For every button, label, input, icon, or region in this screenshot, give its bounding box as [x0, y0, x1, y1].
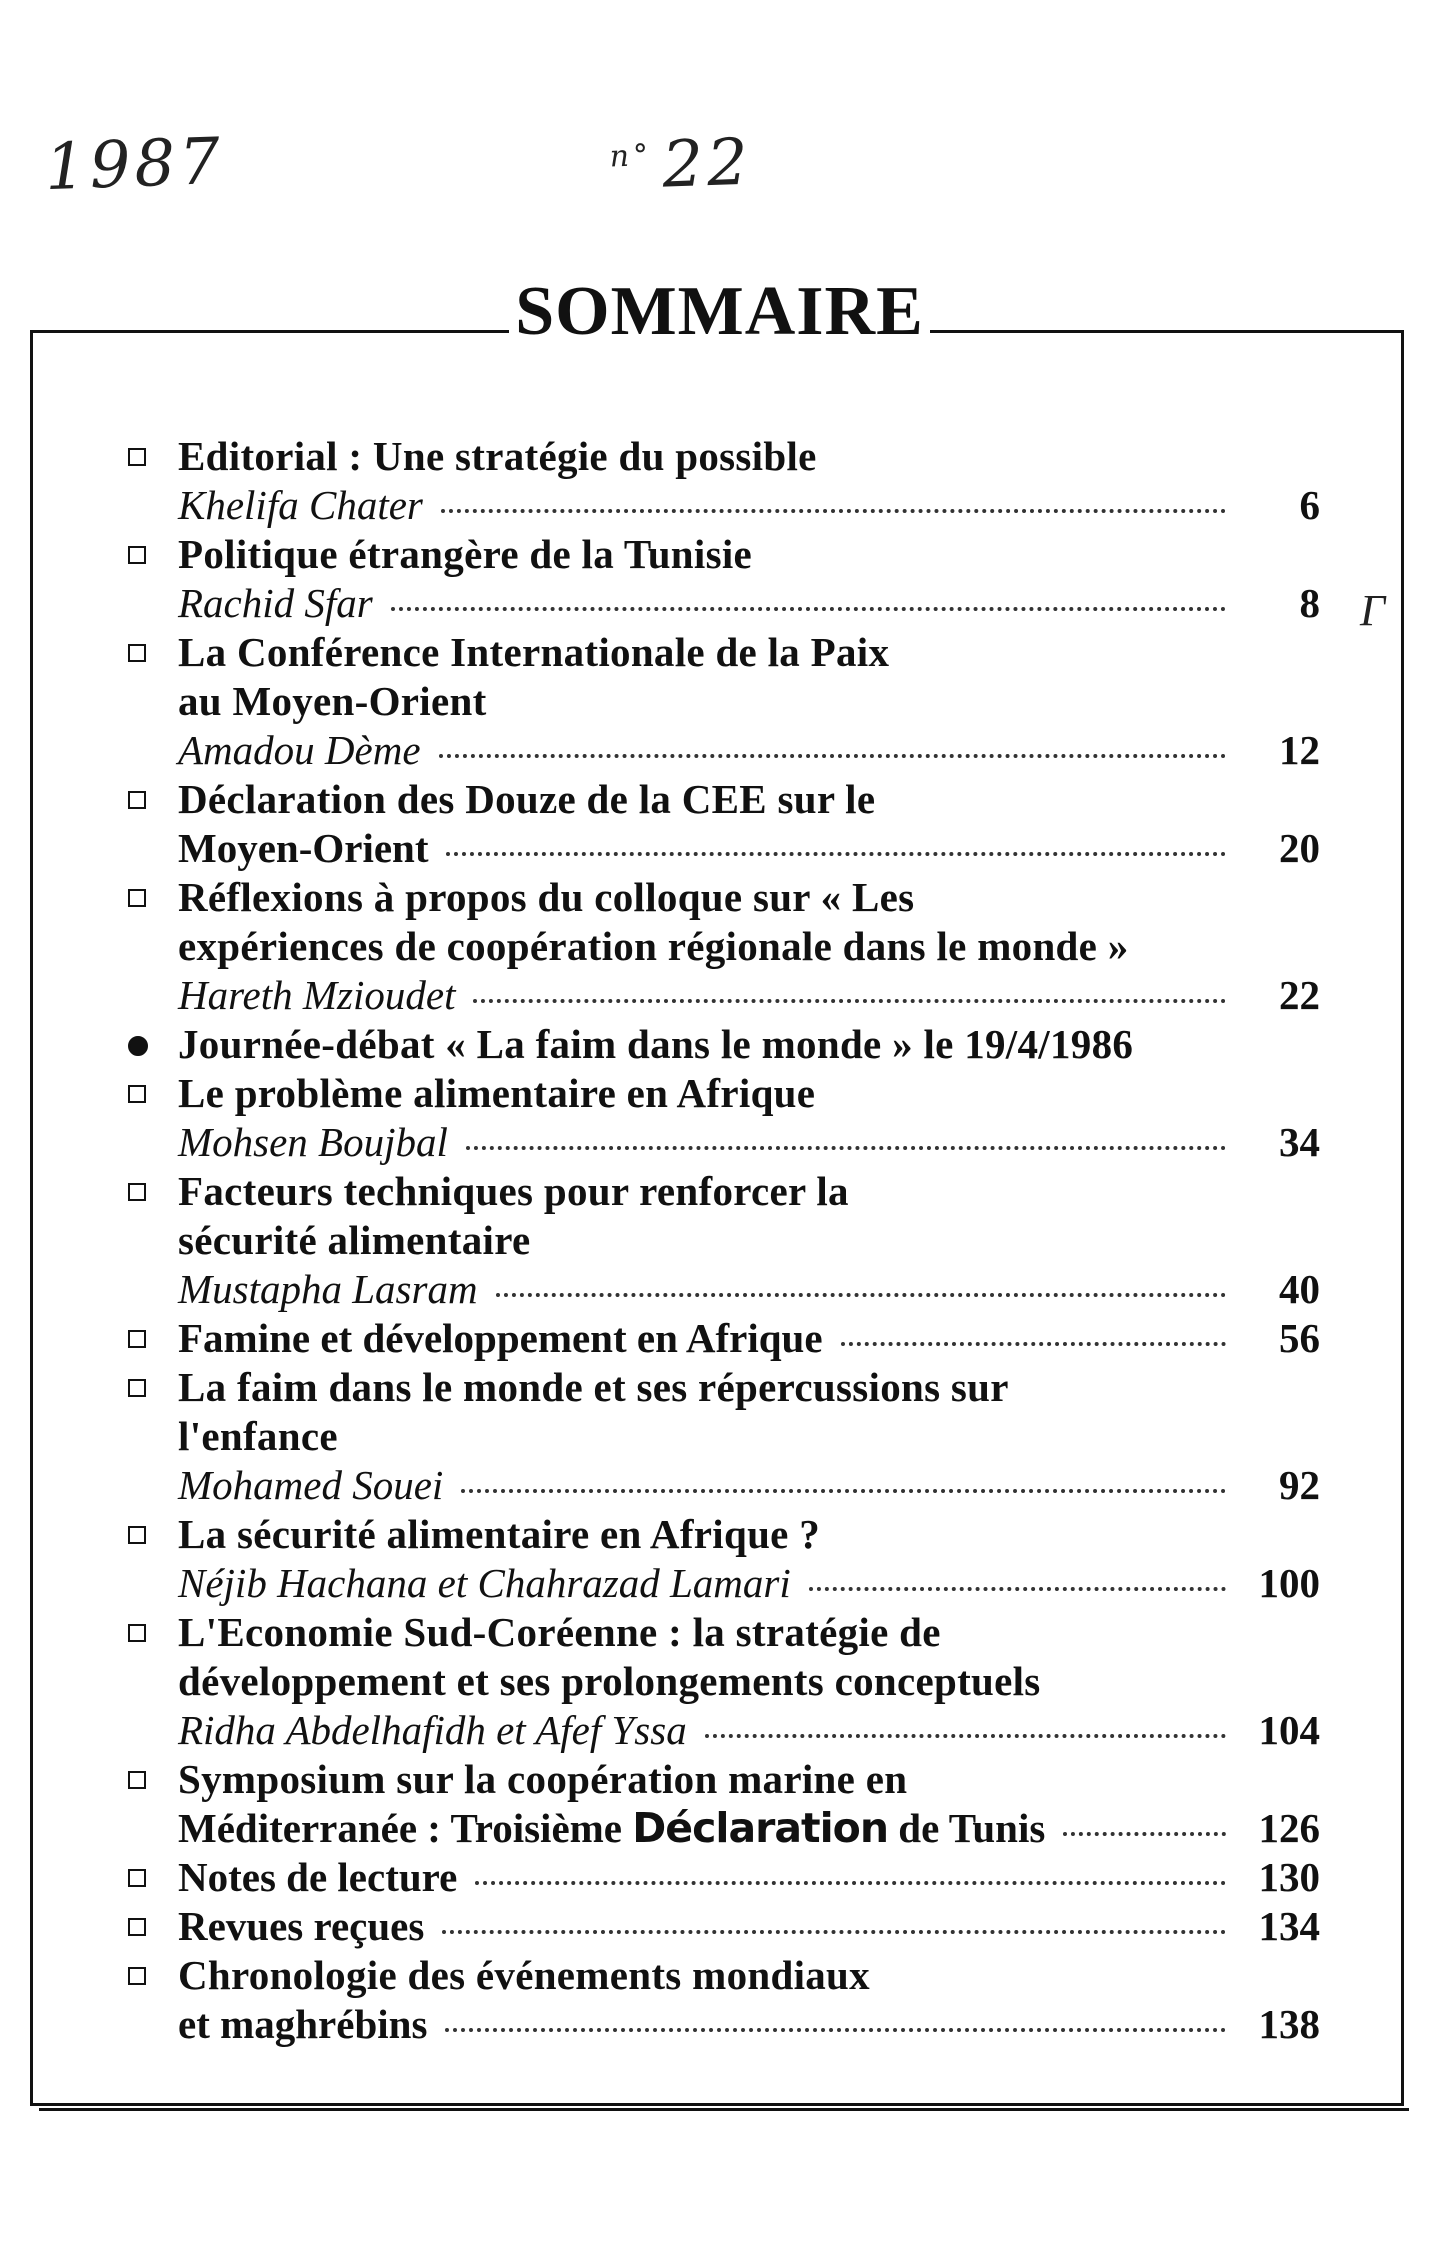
toc-item — [120, 1853, 1320, 1902]
checkbox-icon — [128, 546, 146, 564]
title-final-line — [178, 1314, 1320, 1363]
item-page: 22 — [1279, 972, 1320, 1018]
item-title: Moyen-Orient — [178, 825, 429, 871]
dot-leader — [466, 1146, 1226, 1150]
dot-leader — [441, 509, 1226, 513]
dot-leader — [496, 1293, 1226, 1297]
checkbox-icon — [128, 1330, 146, 1348]
item-author: Rachid Sfar — [178, 580, 373, 626]
handwritten-year: 1987 — [43, 124, 226, 206]
page-title-text: SOMMAIRE — [509, 273, 930, 350]
checkbox-icon — [128, 1526, 146, 1544]
toc-item — [120, 530, 1320, 628]
item-page: 20 — [1279, 825, 1320, 871]
dot-leader — [705, 1734, 1226, 1738]
item-author: Ridha Abdelhafidh et Afef Yssa — [178, 1707, 687, 1753]
item-title: de Tunis — [898, 1805, 1046, 1851]
checkbox-icon — [128, 1624, 146, 1642]
item-author: Néjib Hachana et Chahrazad Lamari — [178, 1560, 791, 1606]
item-title: Déclaration des Douze de la CEE sur le — [178, 776, 876, 822]
item-title: La sécurité alimentaire en Afrique ? — [178, 1511, 821, 1557]
toc-item — [120, 1755, 1320, 1853]
item-title: Editorial : Une stratégie du possible — [178, 433, 817, 479]
author-line — [178, 726, 1320, 775]
title-final-line — [178, 2000, 1320, 2049]
toc-item — [120, 1608, 1320, 1755]
item-author: Khelifa Chater — [178, 482, 423, 528]
toc-item — [120, 1510, 1320, 1608]
handwritten-issue — [609, 126, 753, 205]
item-title: Famine et développement en Afrique — [178, 1315, 823, 1361]
author-line — [178, 579, 1320, 628]
item-title: Symposium sur la coopération marine en — [178, 1756, 908, 1802]
item-page: 138 — [1258, 2001, 1320, 2047]
item-title: Chronologie des événements mondiaux — [178, 1952, 870, 1998]
dot-leader — [442, 1930, 1226, 1934]
item-page: 34 — [1279, 1119, 1320, 1165]
item-title: l'enfance — [178, 1413, 338, 1459]
item-author: Mohamed Souei — [178, 1462, 444, 1508]
checkbox-icon — [128, 1869, 146, 1887]
toc-item — [120, 1314, 1320, 1363]
item-title: sécurité alimentaire — [178, 1217, 531, 1263]
item-author: Hareth Mzioudet — [178, 972, 456, 1018]
item-page: 6 — [1299, 482, 1320, 528]
issue-number: 22 — [661, 125, 754, 203]
checkbox-icon — [128, 1967, 146, 1985]
author-line — [178, 1559, 1320, 1608]
item-page: 8 — [1299, 580, 1320, 626]
toc-item — [120, 1167, 1320, 1314]
toc-item — [120, 628, 1320, 775]
author-line — [178, 1265, 1320, 1314]
checkbox-icon — [128, 448, 146, 466]
bullet-icon — [128, 1036, 148, 1056]
checkbox-icon — [128, 1771, 146, 1789]
table-of-contents — [120, 432, 1320, 2049]
item-page: 56 — [1279, 1315, 1320, 1361]
toc-item — [120, 1902, 1320, 1951]
dot-leader — [841, 1342, 1226, 1346]
toc-item — [120, 1951, 1320, 2049]
item-title: et maghrébins — [178, 2001, 428, 2047]
item-title: au Moyen-Orient — [178, 678, 487, 724]
item-title: Notes de lecture — [178, 1854, 458, 1900]
checkbox-icon — [128, 644, 146, 662]
item-title: Méditerranée : Troisième — [178, 1805, 622, 1851]
author-line — [178, 1118, 1320, 1167]
item-page: 130 — [1258, 1854, 1320, 1900]
dot-leader — [445, 2028, 1226, 2032]
item-title-emphasis: Déclaration — [632, 1804, 889, 1852]
checkbox-icon — [128, 1918, 146, 1936]
author-line — [178, 481, 1320, 530]
item-page: 104 — [1258, 1707, 1320, 1753]
title-final-line — [178, 824, 1320, 873]
item-page: 126 — [1258, 1805, 1320, 1851]
issue-prefix: n° — [609, 138, 653, 175]
toc-item — [120, 1363, 1320, 1510]
item-author: Mustapha Lasram — [178, 1266, 478, 1312]
item-title: Le problème alimentaire en Afrique — [178, 1070, 816, 1116]
checkbox-icon — [128, 1379, 146, 1397]
dot-leader — [473, 999, 1226, 1003]
dot-leader — [446, 852, 1226, 856]
item-title: La Conférence Internationale de la Paix — [178, 629, 890, 675]
dot-leader — [1063, 1832, 1226, 1836]
item-title: expériences de coopération régionale dans le monde » — [178, 923, 1129, 969]
dot-leader — [439, 754, 1226, 758]
checkbox-icon — [128, 1183, 146, 1201]
checkbox-icon — [128, 791, 146, 809]
item-page: 92 — [1279, 1462, 1320, 1508]
item-title: Politique étrangère de la Tunisie — [178, 531, 753, 577]
toc-item — [120, 1069, 1320, 1167]
item-page: 40 — [1279, 1266, 1320, 1312]
toc-item — [120, 873, 1320, 1020]
item-title: Journée-débat « La faim dans le monde » le 19/4/1986 — [178, 1021, 1134, 1067]
checkbox-icon — [128, 889, 146, 907]
dot-leader — [809, 1587, 1226, 1591]
dot-leader — [475, 1881, 1226, 1885]
toc-item — [120, 432, 1320, 530]
item-page: 134 — [1258, 1903, 1320, 1949]
checkbox-icon — [128, 1085, 146, 1103]
item-author: Mohsen Boujbal — [178, 1119, 448, 1165]
item-title: Facteurs techniques pour renforcer la — [178, 1168, 849, 1214]
page-title — [0, 272, 1439, 352]
margin-note: Γ — [1360, 586, 1386, 635]
item-title: La faim dans le monde et ses répercussions sur — [178, 1364, 1009, 1410]
item-author: Amadou Dème — [178, 727, 421, 773]
item-title: Réflexions à propos du colloque sur « Les — [178, 874, 915, 920]
dot-leader — [391, 607, 1226, 611]
author-line — [178, 971, 1320, 1020]
item-page: 100 — [1258, 1560, 1320, 1606]
item-title: développement et ses prolongements conceptuels — [178, 1658, 1041, 1704]
toc-item — [120, 1020, 1320, 1069]
author-line — [178, 1706, 1320, 1755]
item-title: Revues reçues — [178, 1903, 425, 1949]
dot-leader — [461, 1489, 1226, 1493]
title-final-line — [178, 1804, 1320, 1853]
item-title: L'Economie Sud-Coréenne : la stratégie de — [178, 1609, 941, 1655]
author-line — [178, 1461, 1320, 1510]
toc-item — [120, 775, 1320, 873]
item-page: 12 — [1279, 727, 1320, 773]
title-final-line — [178, 1853, 1320, 1902]
title-final-line — [178, 1902, 1320, 1951]
